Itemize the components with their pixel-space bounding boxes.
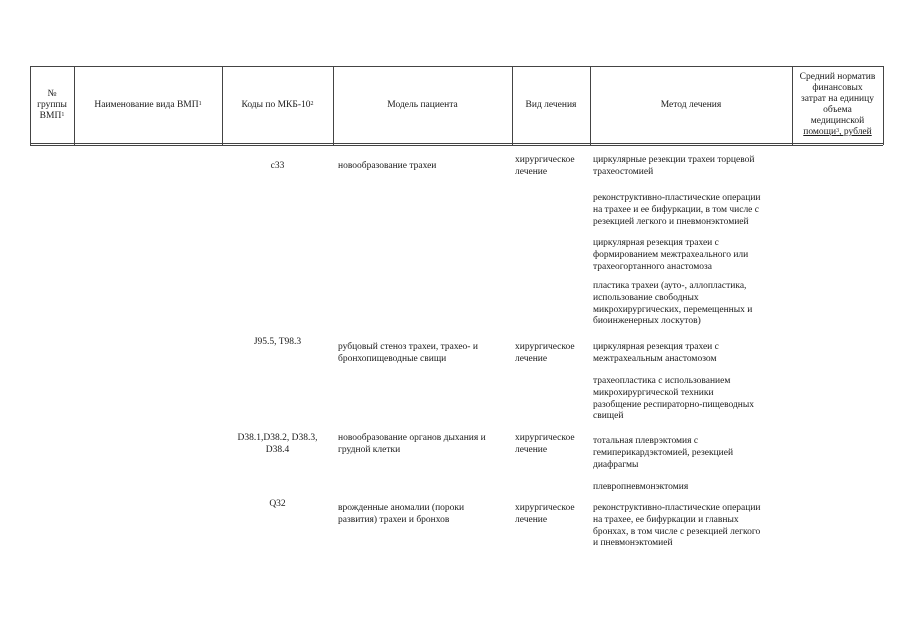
cell-text: рубцовый стеноз трахеи, трахео- и bbox=[338, 342, 478, 352]
header-patient-model bbox=[333, 66, 512, 144]
row1-method-3 bbox=[593, 238, 791, 273]
cell-text: формированием межтрахеального или bbox=[593, 249, 749, 260]
footnote-mark: 3 bbox=[836, 128, 840, 134]
footnote-mark: 2 bbox=[310, 100, 314, 107]
header-text: ВМП bbox=[39, 110, 62, 121]
cell-text: развития) трахеи и бронхов bbox=[338, 514, 450, 525]
cell-text: тотальная плеврэктомия с bbox=[593, 436, 699, 446]
header-cost-norm bbox=[792, 66, 883, 144]
cell-text: грудной клетки bbox=[338, 444, 401, 455]
row2-kind bbox=[515, 342, 591, 366]
cell-text: резекцией легкого и пневмонэктомией bbox=[593, 216, 749, 227]
row4-codes bbox=[222, 499, 333, 511]
cell-text: плевропневмонэктомия bbox=[593, 482, 689, 492]
cell-text: врожденные аномалии (пороки bbox=[338, 503, 465, 513]
cell-text: бронхах, в том числе с резекцией легкого bbox=[593, 526, 761, 537]
row4-kind bbox=[515, 503, 591, 527]
cell-text: микрохирургической техники bbox=[593, 387, 714, 398]
cell-text: D38.1,D38.2, D38.3, bbox=[237, 433, 318, 443]
row2-method-1 bbox=[593, 342, 791, 366]
row1-method-4 bbox=[593, 281, 791, 328]
cell-text: лечение bbox=[515, 444, 548, 455]
cell-text: использование свободных bbox=[593, 292, 699, 303]
header-text: , рублей bbox=[839, 127, 872, 137]
cell-text: и пневмонэктомией bbox=[593, 538, 673, 549]
header-text: объема bbox=[823, 105, 852, 115]
cell-text: циркулярные резекции трахеи торцевой bbox=[593, 155, 755, 165]
cell-text: пластика трахеи (ауто-, аллопластика, bbox=[593, 281, 747, 291]
header-text: Наименование вида ВМП bbox=[94, 99, 199, 110]
row4-model bbox=[338, 503, 510, 527]
cell-text: Q32 bbox=[269, 499, 286, 509]
cell-text: хирургическое bbox=[515, 433, 575, 443]
cell-text: разобщение респираторно-пищеводных bbox=[593, 399, 755, 410]
row1-codes bbox=[222, 161, 333, 173]
header-group-number bbox=[30, 66, 74, 144]
col-divider bbox=[883, 66, 884, 145]
cell-text: новообразование трахеи bbox=[338, 161, 437, 171]
cell-text: реконструктивно-пластические операции bbox=[593, 503, 761, 513]
row2-method-2 bbox=[593, 376, 791, 423]
header-bottom-rule-2 bbox=[30, 145, 883, 146]
header-treatment-method bbox=[590, 66, 792, 144]
row1-model bbox=[338, 161, 510, 173]
row1-method-1 bbox=[593, 155, 791, 179]
row4-method-1 bbox=[593, 503, 791, 550]
row3-codes bbox=[222, 433, 333, 457]
cell-text: хирургическое bbox=[515, 342, 575, 352]
cell-text: лечение bbox=[515, 166, 548, 177]
header-text: Модель пациента bbox=[387, 99, 458, 110]
cell-text: циркулярная резекция трахеи с bbox=[593, 342, 719, 352]
cell-text: бронхопищеводные свищи bbox=[338, 353, 447, 364]
row3-model bbox=[338, 433, 510, 457]
row1-method-2 bbox=[593, 193, 791, 228]
footnote-mark: 1 bbox=[61, 111, 65, 118]
header-text: Средний норматив bbox=[799, 72, 876, 82]
cell-text: лечение bbox=[515, 353, 548, 364]
cell-text: гемиперикардэктомией, резекцией bbox=[593, 447, 734, 458]
cell-text: диафрагмы bbox=[593, 459, 639, 470]
header-treatment-kind bbox=[512, 66, 590, 144]
row3-kind bbox=[515, 433, 591, 457]
cell-text: на трахее и ее бифуркации, в том числе с bbox=[593, 204, 759, 215]
cell-text: хирургическое bbox=[515, 503, 575, 513]
cell-text: биоинженерных лоскутов) bbox=[593, 316, 701, 327]
cell-text: новообразование органов дыхания и bbox=[338, 433, 486, 443]
header-text: затрат на единицу bbox=[801, 94, 874, 104]
cell-text: циркулярная резекция трахеи с bbox=[593, 238, 719, 248]
cell-text: D38.4 bbox=[265, 444, 290, 455]
header-text: медицинской bbox=[810, 116, 865, 126]
header-text: группы bbox=[37, 99, 67, 110]
cell-text: трахеогортанного анастомоза bbox=[593, 261, 712, 272]
header-text: помощи bbox=[803, 127, 837, 137]
cell-text: межтрахеальным анастомозом bbox=[593, 353, 717, 364]
cell-text: свищей bbox=[593, 411, 624, 422]
header-text: Коды по МКБ-10 bbox=[241, 99, 311, 110]
cell-text: трахеопластика с использованием bbox=[593, 376, 731, 386]
row3-method-1 bbox=[593, 436, 791, 471]
cell-text: трахеостомией bbox=[593, 166, 654, 177]
cell-text: c33 bbox=[270, 161, 285, 171]
cell-text: J95.5, T98.3 bbox=[253, 337, 302, 347]
header-text: № bbox=[47, 88, 57, 99]
row1-kind bbox=[515, 155, 591, 179]
header-vmp-name bbox=[74, 66, 222, 144]
cell-text: микрохирургических, перемещенных и bbox=[593, 304, 753, 315]
row2-codes bbox=[222, 337, 333, 349]
row3-method-2 bbox=[593, 482, 791, 494]
row2-model bbox=[338, 342, 510, 366]
footnote-mark: 1 bbox=[198, 100, 202, 107]
header-text: Метод лечения bbox=[660, 99, 722, 110]
cell-text: лечение bbox=[515, 514, 548, 525]
header-text: финансовых bbox=[812, 83, 863, 93]
cell-text: хирургическое bbox=[515, 155, 575, 165]
header-text: Вид лечения bbox=[525, 99, 577, 110]
cell-text: реконструктивно-пластические операции bbox=[593, 193, 761, 203]
header-icd-codes bbox=[222, 66, 333, 144]
cell-text: на трахее, ее бифуркации и главных bbox=[593, 514, 739, 525]
